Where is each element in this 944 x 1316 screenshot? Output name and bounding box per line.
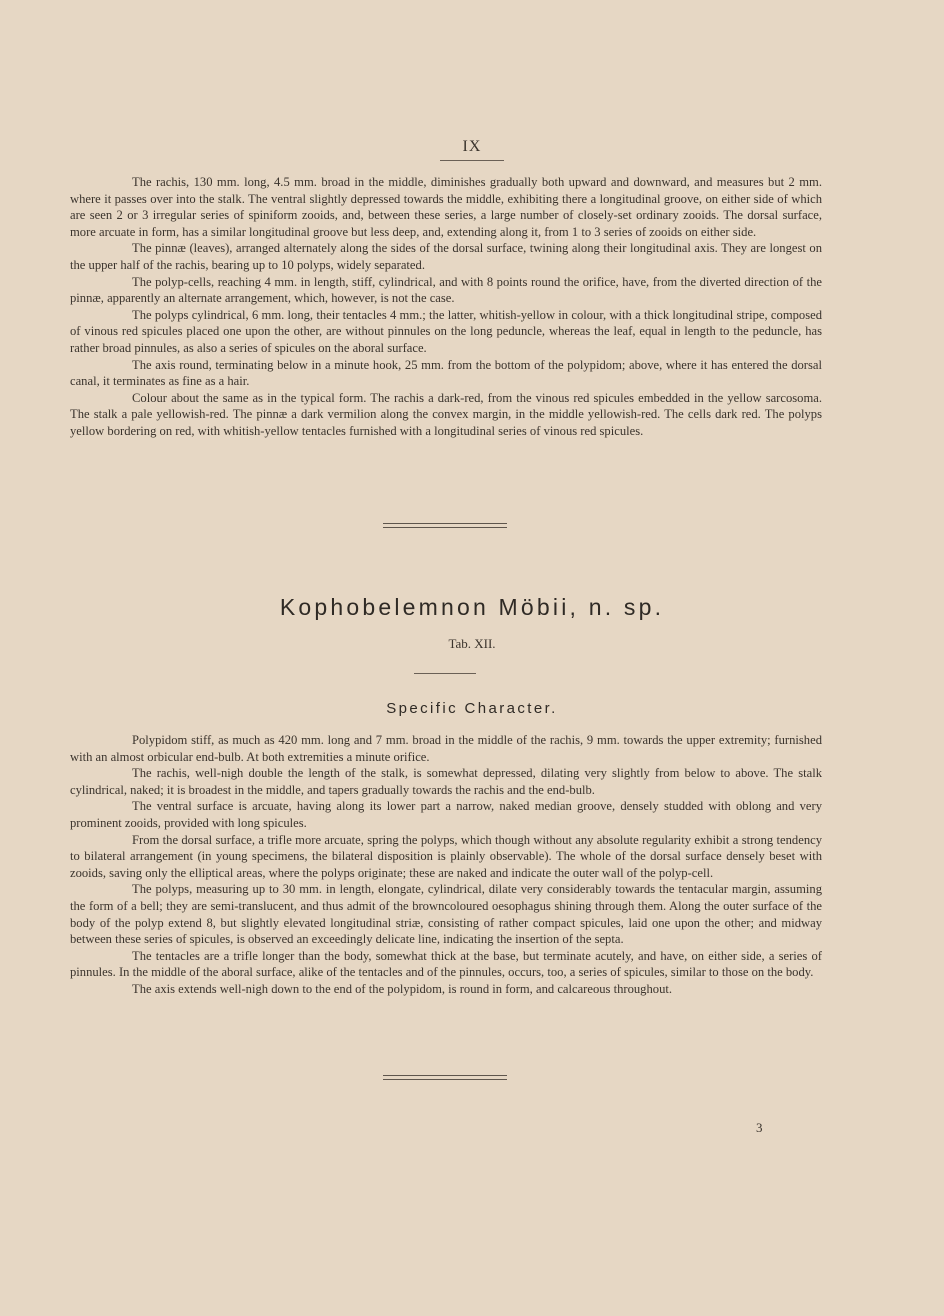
title-rule xyxy=(414,673,476,674)
page-header xyxy=(0,138,944,161)
species-title: Kophobelemnon Möbii, n. sp. xyxy=(279,594,665,620)
paragraph: The ventral surface is arcuate, having along its lower part a narrow, naked median groove, densely studded with oblong and very prominent zooids, provided with long spicules. xyxy=(70,799,822,830)
paragraph: Colour about the same as in the typical form. The rachis a dark-red, from the vinous red spicules embedded in the yellow sarcosoma. The stalk a pale yellowish-red. The pinnæ a dark vermilion along the convex margin, in the middle yellowish-red. The cells dark red. The polyps yellow bordering on red, with whitish-yellow tentacles furnished with a longitudinal series of vinous red spicules. xyxy=(70,390,822,438)
paragraph: The tentacles are a trifle longer than the body, somewhat thick at the base, but terminate acutely, and have, on either side, a series of pinnules. In the middle of the aboral surface, alike of the tentacles and of the pinnules, occurs, too, a series of spicules, similar to those on the body. xyxy=(70,948,822,980)
page-number: 3 xyxy=(756,1120,763,1135)
header-rule xyxy=(440,160,504,161)
paragraph: The axis extends well-nigh down to the end of the polypidom, is round in form, and calcareous throughout. xyxy=(132,981,673,996)
description-continuation xyxy=(70,174,822,440)
specific-character-text xyxy=(70,732,822,998)
section-divider xyxy=(383,1075,507,1080)
section-heading: Specific Character. xyxy=(386,700,558,717)
roman-page-numeral: IX xyxy=(462,138,482,155)
paragraph: The rachis, 130 mm. long, 4.5 mm. broad in the middle, diminishes gradually both upward and downward, and measures but 2 mm. where it passes over into the stalk. The ventral slightly depressed towards the middle, exhibiting there a longitudinal groove, on either side of which are seen 2 or 3 irregular series of spiniform zooids, and, between these series, a large number of closely-set ordinary zooids. The dorsal surface, more arcuate in form, has a similar longitudinal groove but less deep, and, extending along it, from 1 to 3 series of zooids on either side. xyxy=(70,175,822,239)
plate-reference: Tab. XII. xyxy=(448,636,496,651)
paragraph: The polyp-cells, reaching 4 mm. in length, stiff, cylindrical, and with 8 points round the orifice, have, from the diverted direction of the pinnæ, apparently an alternate arrangement, which, however, is not the case. xyxy=(70,274,822,306)
section-divider xyxy=(383,523,507,528)
paragraph: The polyps, measuring up to 30 mm. in length, elongate, cylindrical, dilate very considerably towards the tentacular margin, assuming the form of a bell; they are semi-translucent, and thus admit of the browncoloured oesophagus shining through them. Along the outer surface of the body of the polyp extend 8, but slightly elevated longitudinal striæ, consisting of rather compact spicules, laid one upon the other; and midway between these series of spicules, is observed an exceedingly delicate line, indicating the insertion of the septa. xyxy=(70,882,822,947)
paragraph: The axis round, terminating below in a minute hook, 25 mm. from the bottom of the polypidom; above, where it has entered the dorsal canal, it terminates as fine as a hair. xyxy=(70,357,822,389)
paragraph: Polypidom stiff, as much as 420 mm. long and 7 mm. broad in the middle of the rachis, 9 mm. towards the upper extremity; furnished with an almost orbicular end-bulb. At both extremities a minute orifice. xyxy=(70,733,822,764)
paragraph: The polyps cylindrical, 6 mm. long, their tentacles 4 mm.; the latter, whitish-yellow in colour, with a thick longitudinal stripe, composed of vinous red spicules placed one upon the other, are without pinnules on the long peduncle, whereas the leaf, equal in length to the peduncle, has rather broad pinnules, as also a series of spicules on the aboral surface. xyxy=(70,307,822,355)
paragraph: The pinnæ (leaves), arranged alternately along the sides of the dorsal surface, twining along their longitudinal axis. They are longest on the upper half of the rachis, bearing up to 10 polyps, widely separated. xyxy=(70,241,822,272)
paragraph: The rachis, well-nigh double the length of the stalk, is somewhat depressed, dilating very slightly from below to above. The stalk cylindrical, naked; it is broadest in the middle, and tapers gradually towards the rachis and the end-bulb. xyxy=(70,766,822,797)
paragraph: From the dorsal surface, a trifle more arcuate, spring the polyps, which though without any absolute regularity exhibit a strong tendency to bilateral arrangement (in young specimens, the bilateral disposition is plainly observable). The whole of the dorsal surface densely beset with zooids, saving only the elliptical areas, where the polyps originate; these are naked and indicate the outer wall of the polyp-cell. xyxy=(70,832,822,880)
